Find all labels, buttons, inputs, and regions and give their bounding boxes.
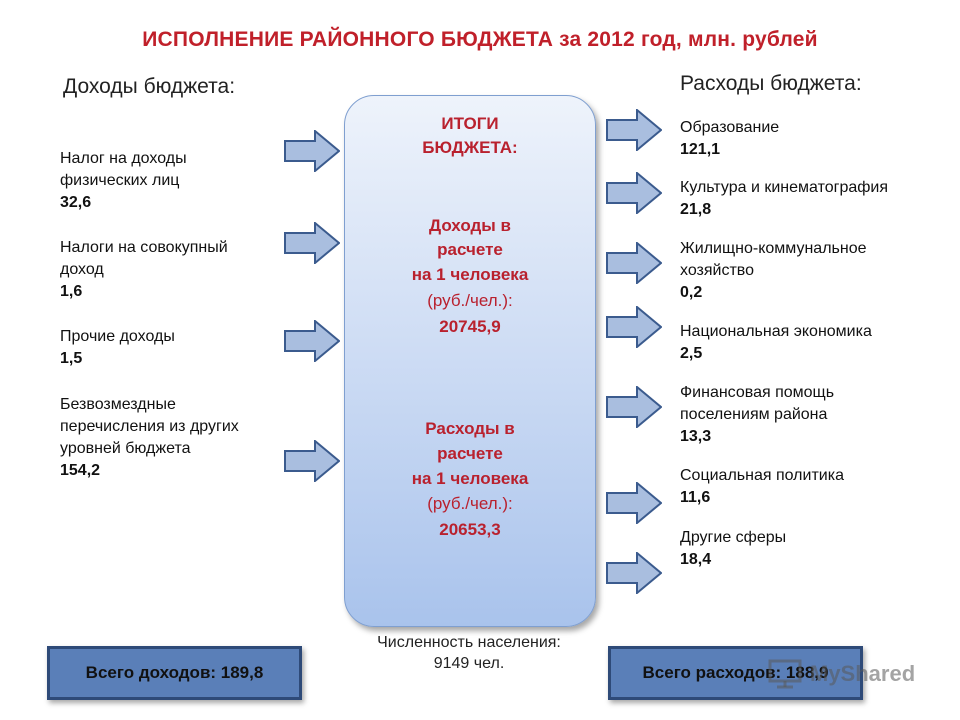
arrow-right-icon xyxy=(606,386,662,428)
income-per-capita-line3: на 1 человека xyxy=(411,265,529,284)
expense-per-capita-unit: (руб./чел.): xyxy=(427,494,513,513)
population-note xyxy=(344,632,594,674)
income-item-label: Безвозмездные перечисления из других уровней бюджета xyxy=(60,396,239,457)
expense-item-value: 13,3 xyxy=(680,428,712,445)
expense-item-other xyxy=(680,527,786,571)
income-heading: Доходы бюджета: xyxy=(63,75,236,98)
expense-item-label: Жилищно-коммунальное хозяйство xyxy=(680,240,867,279)
arrow-right-icon xyxy=(606,552,662,594)
watermark-text: MyShared xyxy=(810,661,916,686)
arrow-right-icon xyxy=(284,222,340,264)
arrow-right-icon xyxy=(284,440,340,482)
expense-item-label: Социальная политика xyxy=(680,467,844,484)
income-item-personal-tax xyxy=(60,148,187,214)
income-item-transfers xyxy=(60,394,239,482)
expense-item-social-policy xyxy=(680,465,844,509)
income-item-value: 1,6 xyxy=(60,283,83,300)
arrow-right-icon xyxy=(606,109,662,151)
expense-item-value: 21,8 xyxy=(680,201,712,218)
population-label: Численность населения: xyxy=(377,634,561,651)
expense-item-value: 121,1 xyxy=(680,141,721,158)
expense-item-value: 18,4 xyxy=(680,551,712,568)
income-item-other xyxy=(60,326,175,370)
population-value: 9149 чел. xyxy=(433,655,505,672)
expense-item-label: Образование xyxy=(680,119,780,136)
total-income-box: Всего доходов: 189,8 xyxy=(47,646,302,700)
summary-heading-line1: ИТОГИ xyxy=(441,114,499,133)
expense-per-capita-line1: Расходы в xyxy=(425,419,515,438)
total-expense-box: Всего расходов: 188,9 xyxy=(608,646,863,700)
income-item-label: Прочие доходы xyxy=(60,328,175,345)
expense-item-label: Культура и кинематография xyxy=(680,179,889,196)
income-item-value: 1,5 xyxy=(60,350,83,367)
budget-summary-panel xyxy=(344,95,596,627)
expense-item-financial-aid xyxy=(680,382,834,448)
summary-heading-line2: БЮДЖЕТА: xyxy=(422,138,518,157)
income-per-capita-unit: (руб./чел.): xyxy=(427,291,513,310)
expense-item-label: Национальная экономика xyxy=(680,323,872,340)
arrow-right-icon xyxy=(606,482,662,524)
income-item-label: Налоги на совокупный доход xyxy=(60,239,228,278)
income-per-capita-value: 20745,9 xyxy=(439,317,501,336)
expense-per-capita-line3: на 1 человека xyxy=(411,469,529,488)
income-item-value: 154,2 xyxy=(60,462,101,479)
expense-heading: Расходы бюджета: xyxy=(680,72,862,95)
expense-per-capita-value: 20653,3 xyxy=(439,520,501,539)
expense-item-label: Финансовая помощь поселениям района xyxy=(680,384,835,423)
expense-item-value: 11,6 xyxy=(680,489,711,506)
expense-item-value: 2,5 xyxy=(680,345,703,362)
income-per-capita-line2: расчете xyxy=(437,240,503,259)
income-item-value: 32,6 xyxy=(60,194,92,211)
arrow-right-icon xyxy=(284,320,340,362)
income-item-aggregate-tax xyxy=(60,237,228,303)
page-title: ИСПОЛНЕНИЕ РАЙОННОГО БЮДЖЕТА за 2012 год, млн. рублей xyxy=(142,28,818,51)
arrow-right-icon xyxy=(606,242,662,284)
income-item-label: Налог на доходы физических лиц xyxy=(60,150,187,189)
expense-item-housing xyxy=(680,238,867,304)
income-per-capita-line1: Доходы в xyxy=(429,216,511,235)
arrow-right-icon xyxy=(606,306,662,348)
arrow-right-icon xyxy=(606,172,662,214)
arrow-right-icon xyxy=(284,130,340,172)
expense-item-label: Другие сферы xyxy=(680,529,787,546)
expense-item-value: 0,2 xyxy=(680,284,703,301)
expense-item-culture xyxy=(680,177,888,221)
expense-item-economy xyxy=(680,321,872,365)
expense-per-capita-line2: расчете xyxy=(437,444,503,463)
expense-item-education xyxy=(680,117,779,161)
